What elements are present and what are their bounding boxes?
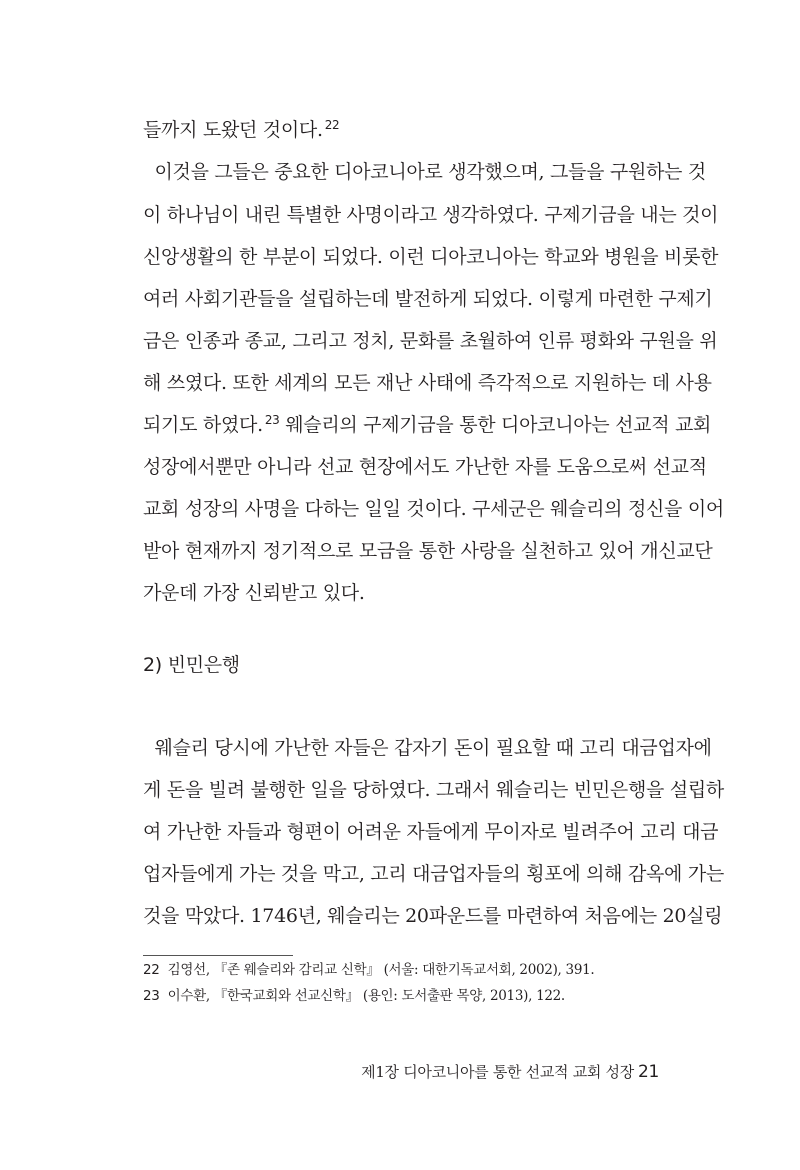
body-line: 신앙생활의 한 부분이 되었다. 이런 디아코니아는 학교와 병원을 비롯한 <box>143 246 719 268</box>
body-line-text: 들까지 도왔던 것이다. <box>143 119 323 141</box>
running-title: 제1장 디아코니아를 통한 선교적 교회 성장 <box>361 1063 634 1081</box>
body-line-text: 되기도 하였다. <box>143 414 263 436</box>
body-line: 것을 막았다. 1746년, 웨슬리는 20파운드를 마련하여 처음에는 20실링 <box>143 905 723 927</box>
body-line: 해 쓰였다. 또한 세계의 모든 재난 사태에 즉각적으로 지원하는 데 사용 <box>143 372 712 394</box>
footnote-divider <box>143 955 293 956</box>
body-line: 업자들에게 가는 것을 막고, 고리 대금업자들의 횡포에 의해 감옥에 가는 <box>143 863 724 885</box>
body-line <box>143 413 712 437</box>
body-line: 웨슬리 당시에 가난한 자들은 갑자기 돈이 필요할 때 고리 대금업자에 <box>143 737 712 759</box>
footnote-item <box>143 961 594 979</box>
footnote-ref-23: 23 <box>264 413 280 427</box>
footnote-ref-22: 22 <box>324 118 340 132</box>
page-footer <box>361 1062 659 1082</box>
body-line: 여 가난한 자들과 형편이 어려운 자들에게 무이자로 빌려주어 고리 대금 <box>143 821 719 843</box>
body-line: 게 돈을 빌려 불행한 일을 당하였다. 그래서 웨슬리는 빈민은행을 설립하 <box>143 779 724 801</box>
page-number: 21 <box>637 1062 659 1082</box>
body-line: 성장에서뿐만 아니라 선교 현장에서도 가난한 자를 도움으로써 선교적 <box>143 456 707 478</box>
footnote-number: 22 <box>143 962 160 978</box>
body-line: 이 하나님이 내린 특별한 사명이라고 생각하였다. 구제기금을 내는 것이 <box>143 204 719 226</box>
body-line: 가운데 가장 신뢰받고 있다. <box>143 582 365 604</box>
section-heading: 2) 빈민은행 <box>143 654 240 676</box>
body-line: 교회 성장의 사명을 다하는 일일 것이다. 구세군은 웨슬리의 정신을 이어 <box>143 498 724 520</box>
body-line: 여러 사회기관들을 설립하는데 발전하게 되었다. 이렇게 마련한 구제기 <box>143 288 713 310</box>
footnote-text: 이수환, 『한국교회와 선교신학』 (용인: 도서출판 목양, 2013), 122. <box>167 988 565 1004</box>
body-line-text: 웨슬리의 구제기금을 통한 디아코니아는 선교적 교회 <box>279 414 712 436</box>
footnote-number: 23 <box>143 988 160 1004</box>
footnote-text: 김영선, 『존 웨슬리와 감리교 신학』 (서울: 대한기독교서회, 2002), 391. <box>167 962 595 978</box>
body-line <box>143 118 661 142</box>
body-line: 받아 현재까지 정기적으로 모금을 통한 사랑을 실천하고 있어 개신교단 <box>143 540 713 562</box>
footnote-item <box>143 987 565 1005</box>
body-line: 금은 인종과 종교, 그리고 정치, 문화를 초월하여 인류 평화와 구원을 위 <box>143 330 718 352</box>
body-line: 이것을 그들은 중요한 디아코니아로 생각했으며, 그들을 구원하는 것 <box>143 161 706 183</box>
